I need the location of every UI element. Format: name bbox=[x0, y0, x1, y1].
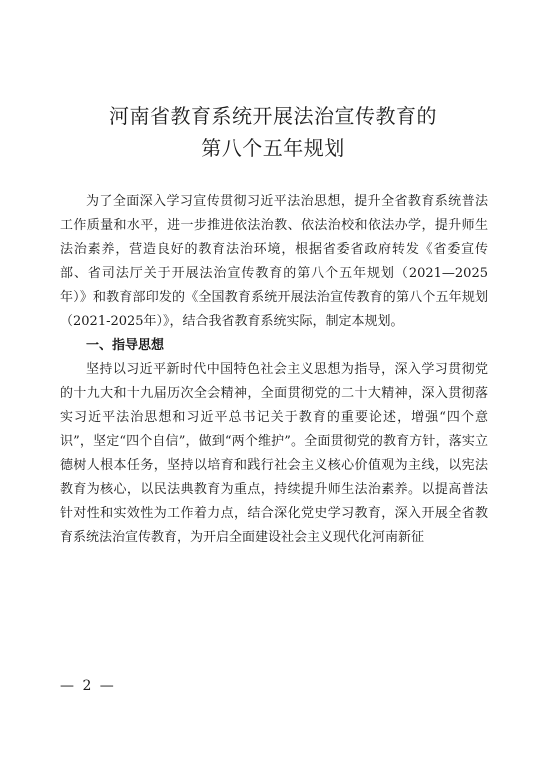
page-number: — 2 — bbox=[60, 678, 116, 694]
document-title-line-1: 河南省教育系统开展法治宣传教育的 bbox=[109, 104, 437, 128]
document-body bbox=[60, 190, 488, 550]
guiding-thought-paragraph: 坚持以习近平新时代中国特色社会主义思想为指导，深入学习贯彻党的十九大和十九届历次全会精神，全面贯彻党的二十大精神，深入贯彻落实习近平法治思想和习近平总书记关于教育的重要论述，增强“四个意识”，坚定“四个自信”，做到“两个维护”。全面贯彻党的教育方针，落实立德树人根本任务，坚持以培育和践行社会主义核心价值观为主线，以宪法教育为核心，以民法典教育为重点，持续提升师生法治素养。以提高普法针对性和实效性为工作着力点，结合深化党史学习教育，深入开展全省教育系统法治宣传教育，为开启全面建设社会主义现代化河南新征 bbox=[60, 362, 488, 545]
intro-paragraph: 为了全面深入学习宣传贯彻习近平法治思想，提升全省教育系统普法工作质量和水平，进一步推进依法治教、依法治校和依法办学，提升师生法治素养，营造良好的教育法治环境，根据省委省政府转发《省委宣传部、省司法厅关于开展法治宣传教育的第八个五年规划（2021—2025年）》和教育部印发的《全国教育系统开展法治宣传教育的第八个五年规划（2021-2025年）》，结合我省教育系统实际，制定本规划。 bbox=[60, 194, 488, 329]
document-title-line-2: 第八个五年规划 bbox=[201, 136, 345, 160]
section-heading: 一、指导思想 bbox=[86, 338, 165, 353]
